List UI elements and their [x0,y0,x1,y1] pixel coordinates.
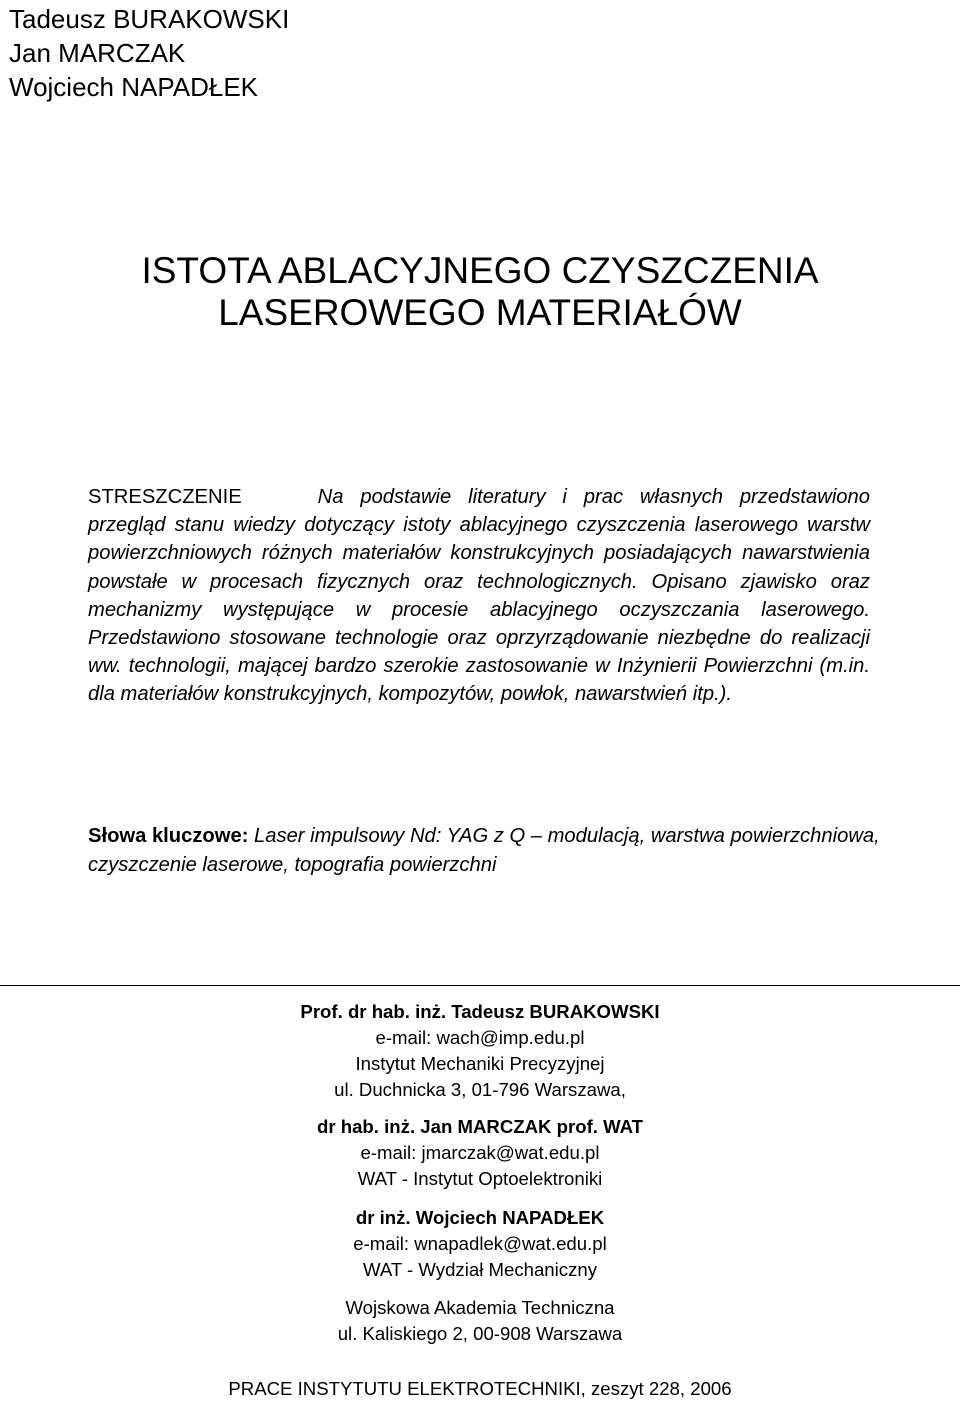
university-address: ul. Kaliskiego 2, 00-908 Warszawa [337,1323,623,1344]
abstract-label: STRESZCZENIE [88,486,242,508]
author-list [9,2,289,104]
title-line: ISTOTA ABLACYJNEGO CZYSZCZENIA [141,250,819,291]
affiliation-address: ul. Duchnicka 3, 01-796 Warszawa, [334,1079,626,1100]
affiliation-block [0,1114,960,1192]
affiliation-institution: WAT - Instytut Optoelektroniki [357,1168,603,1189]
affiliation-block [0,999,960,1103]
keywords-label: Słowa kluczowe: [88,825,249,847]
author-name: Tadeusz BURAKOWSKI [9,4,290,34]
affiliation-institution: Instytut Mechaniki Precyzyjnej [355,1053,605,1074]
keywords [88,822,888,880]
abstract-text: Na podstawie literatury i prac własnych przedstawiono przegląd stanu wiedzy dotyczący istoty ablacyjnego czyszczenia laserowego warstw powierzchniowych różnych materiałów konstrukcyjnych posiadających nawarstwienia powstałe w procesach fizycznych oraz technologicznych. Opisano zjawisko oraz mechanizmy występujące w procesie ablacyjnego oczyszczania laserowego. Przedstawiono stosowane technologie oraz oprzyrządowanie niezbędne do realizacji ww. technologii, mającej bardzo szerokie zastosowanie w Inżynierii Powierzchni (m.in. dla materiałów konstrukcyjnych, kompozytów, powłok, nawarstwień itp.). [88,486,870,706]
university-block [0,1295,960,1347]
affiliation-email: e-mail: wnapadlek@wat.edu.pl [353,1233,607,1254]
affiliation-block [0,1205,960,1283]
affiliation-name: Prof. dr hab. inż. Tadeusz BURAKOWSKI [300,1001,660,1022]
affiliation-name: dr hab. inż. Jan MARCZAK prof. WAT [316,1116,644,1137]
affiliation-institution: WAT - Wydział Mechaniczny [362,1259,598,1280]
abstract [88,483,870,709]
affiliation-email: e-mail: wach@imp.edu.pl [375,1027,585,1048]
paper-title [0,250,960,334]
title-line: LASEROWEGO MATERIAŁÓW [218,292,742,333]
divider [0,985,960,986]
journal-footer: PRACE INSTYTUTU ELEKTROTECHNIKI, zeszyt 228, 2006 [228,1378,732,1399]
affiliation-email: e-mail: jmarczak@wat.edu.pl [360,1142,600,1163]
university-name: Wojskowa Akademia Techniczna [345,1297,615,1318]
affiliation-name: dr inż. Wojciech NAPADŁEK [355,1207,605,1228]
author-name: Wojciech NAPADŁEK [9,72,259,102]
author-name: Jan MARCZAK [9,38,186,68]
keywords-text: Laser impulsowy Nd: YAG z Q – modulacją, warstwa powierzchniowa, czyszczenie laserowe, topografia powierzchni [88,825,880,876]
